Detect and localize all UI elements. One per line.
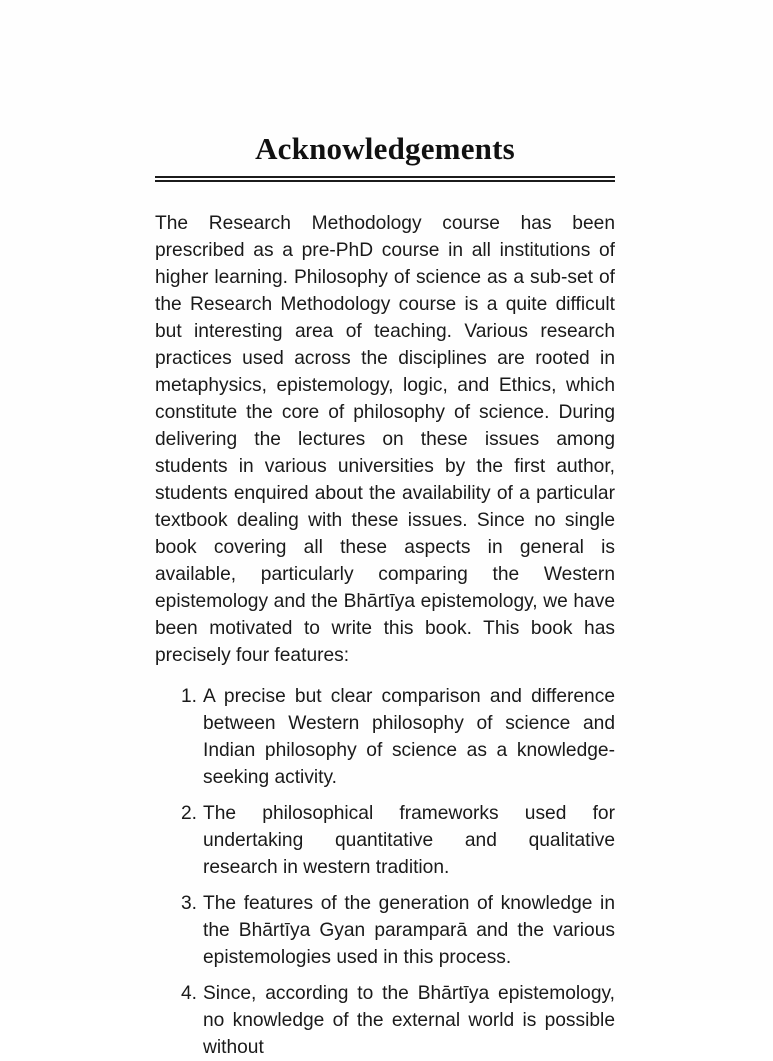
list-item [155, 980, 615, 1061]
page-title: Acknowledgements [255, 131, 515, 166]
list-item [155, 800, 615, 881]
list-item [155, 890, 615, 971]
page-content [155, 0, 615, 1061]
list-item-text: Since, according to the Bhārtīya epistemology, no knowledge of the external world is possible without [203, 982, 615, 1058]
list-item-text: The philosophical frameworks used for undertaking quantitative and qualitative research in western tradition. [203, 802, 615, 878]
body-paragraph: The Research Methodology course has been prescribed as a pre-PhD course in all institutions of higher learning. Philosophy of science as a sub-set of the Research Methodology course is a quite difficult but interesting area of teaching. Various research practices used across the disciplines are rooted in metaphysics, epistemology, logic, and Ethics, which constitute the core of philosophy of science. During delivering the lectures on these issues among students in various universities by the first author, students enquired about the availability of a particular textbook dealing with these issues. Since no single book covering all these aspects in general is available, particularly comparing the Western epistemology and the Bhārtīya epistemology, we have been motivated to write this book. This book has precisely four features: [155, 212, 615, 666]
list-item-text: A precise but clear comparison and difference between Western philosophy of science and Indian philosophy of science as a knowledge-seeking activity. [203, 685, 615, 788]
list-item [155, 683, 615, 791]
feature-list [155, 669, 615, 1061]
list-item-text: The features of the generation of knowledge in the Bhārtīya Gyan paramparā and the various epistemologies used in this process. [203, 892, 615, 968]
